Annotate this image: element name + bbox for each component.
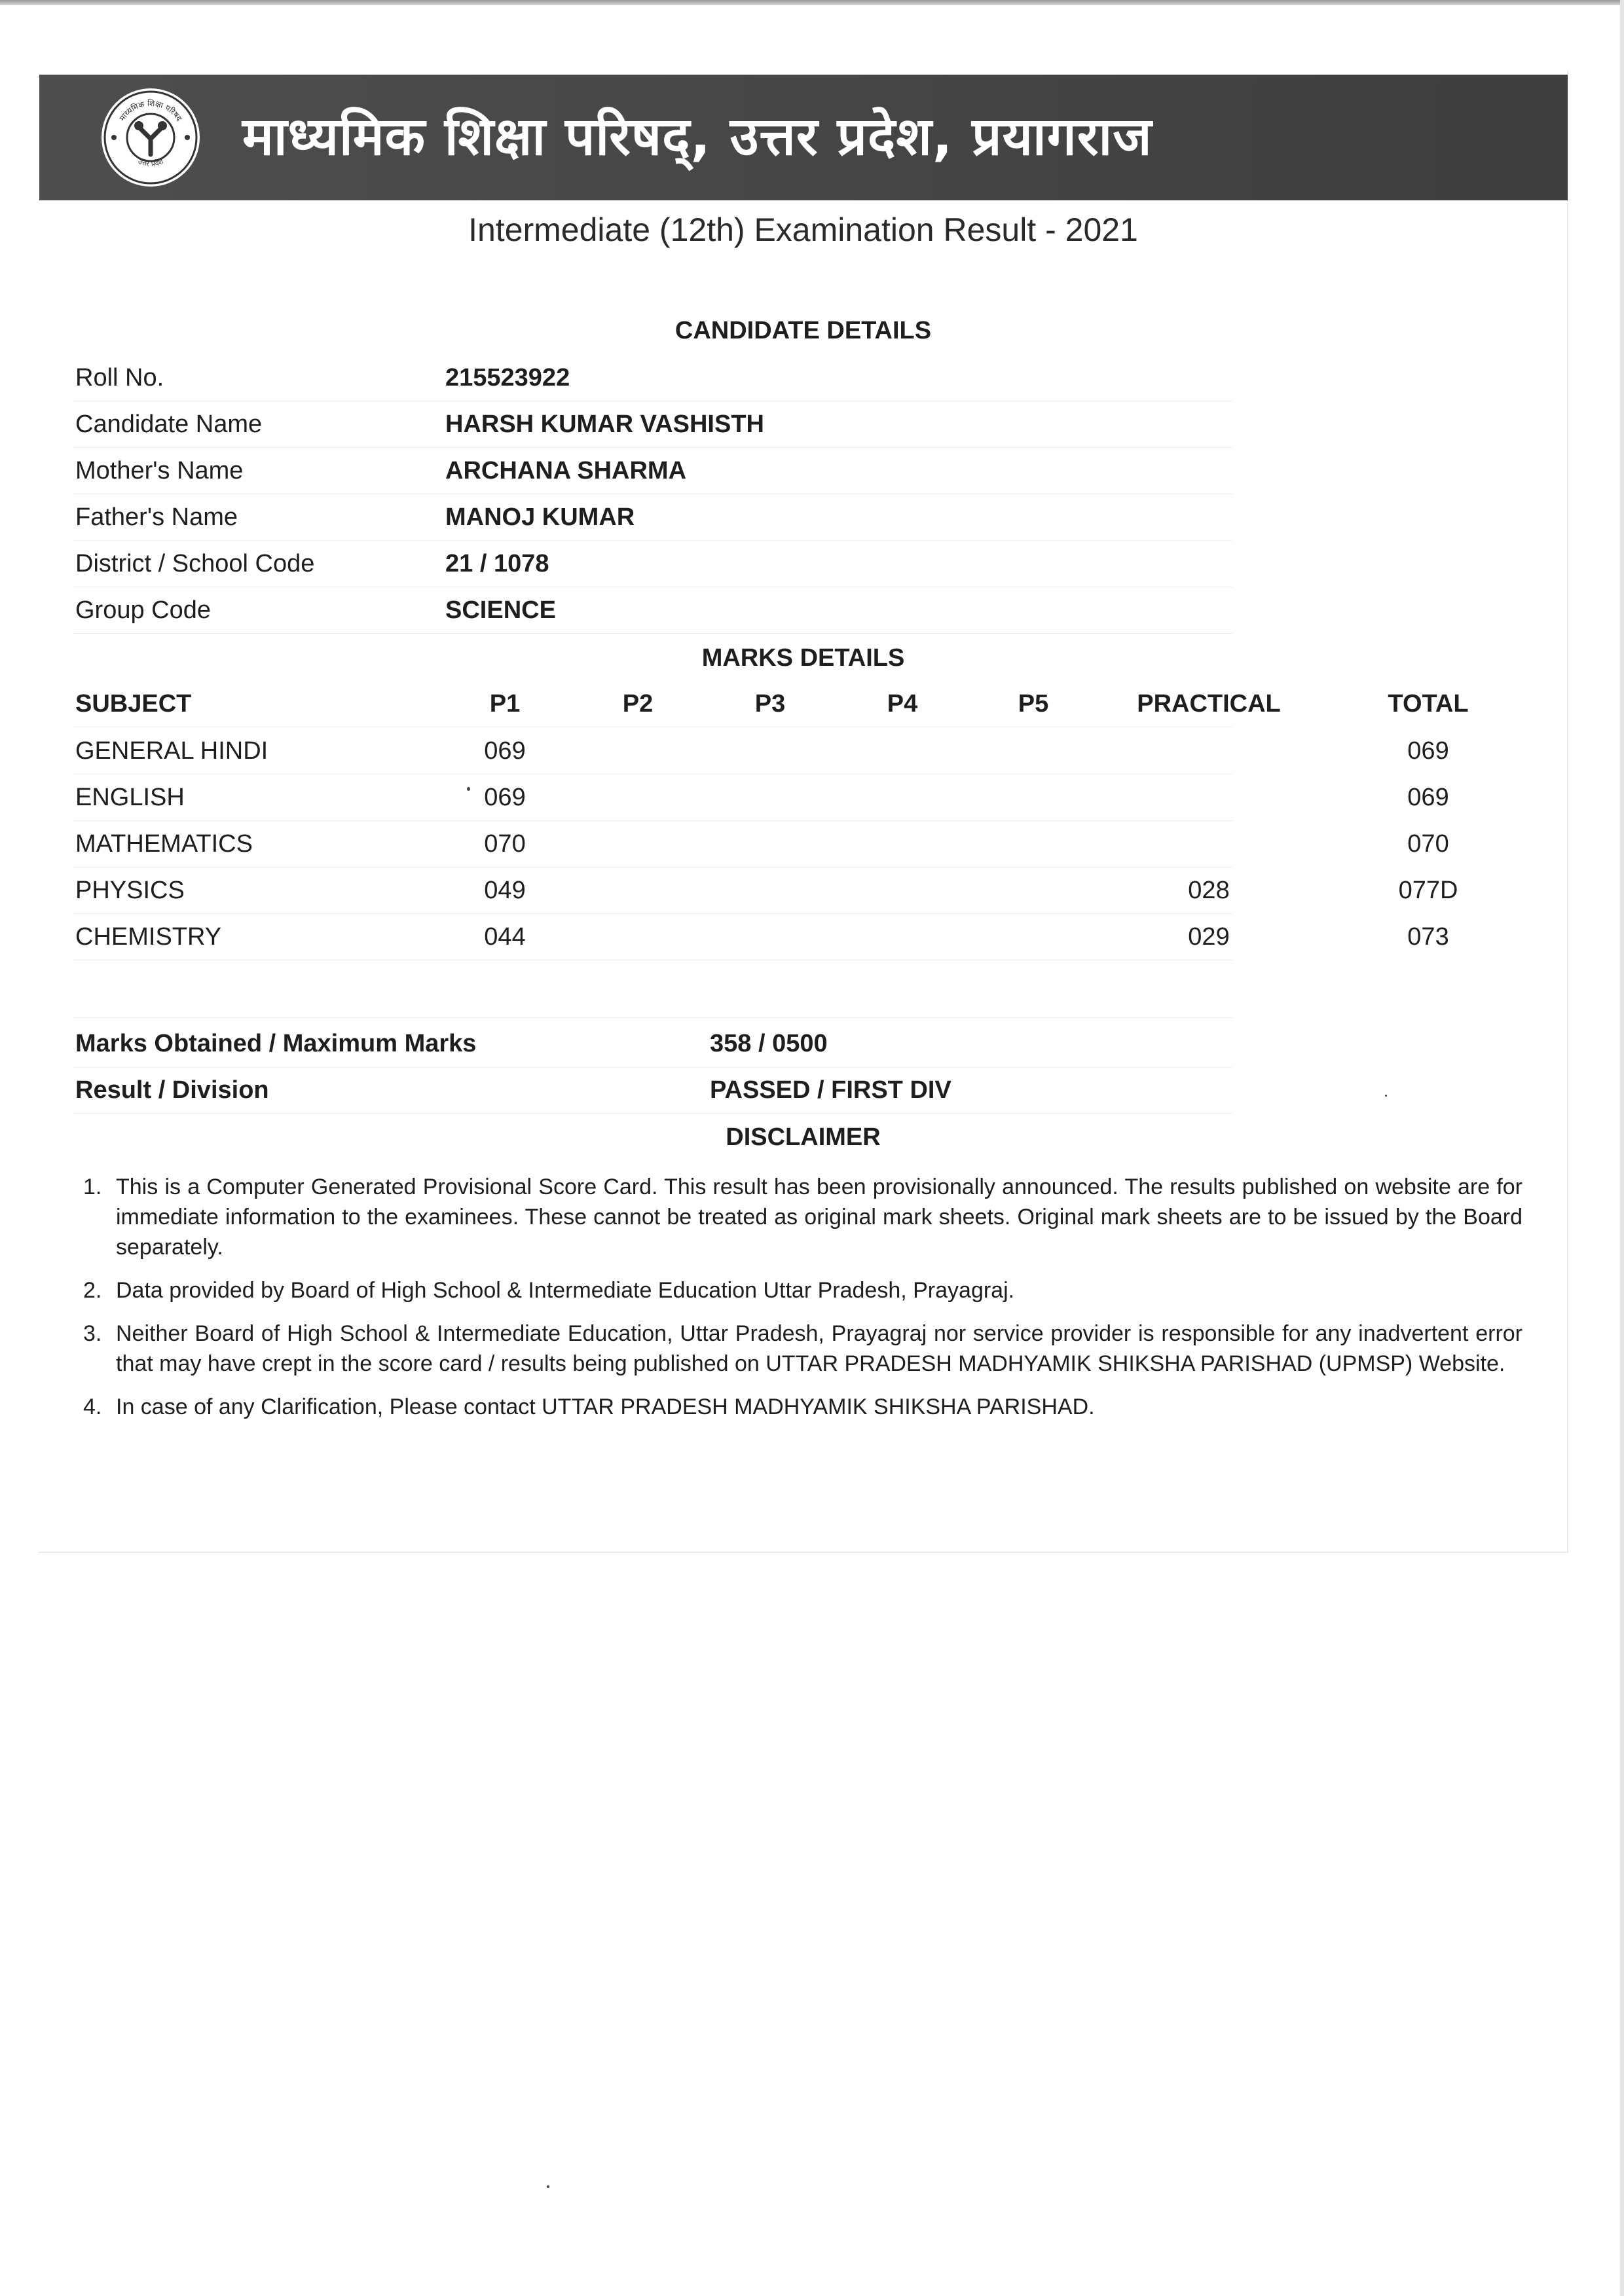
p1-mark: 049 <box>484 877 526 904</box>
subject-name: MATHEMATICS <box>75 830 253 858</box>
svg-text:माध्यमिक शिक्षा परिषद: माध्यमिक शिक्षा परिषद <box>117 98 184 123</box>
disclaimer-item <box>75 1392 1522 1422</box>
scan-top-edge <box>0 0 1624 5</box>
row-divider <box>73 1067 1232 1068</box>
mother-name-label: Mother's Name <box>75 457 244 484</box>
col-header-subject: SUBJECT <box>75 690 192 718</box>
disclaimer-heading: DISCLAIMER <box>726 1123 881 1151</box>
candidate-name-value: HARSH KUMAR VASHISTH <box>445 410 764 438</box>
col-header-p1: P1 <box>489 690 521 718</box>
disclaimer-item <box>75 1172 1522 1262</box>
disclaimer-item-text: In case of any Clarification, Please contact UTTAR PRADESH MADHYAMIK SHIKSHA PARISHAD. <box>116 1394 1095 1419</box>
col-header-p2: P2 <box>622 690 654 718</box>
col-header-total: TOTAL <box>1388 690 1469 718</box>
total-mark: 069 <box>1407 737 1449 765</box>
subject-name: CHEMISTRY <box>75 923 222 951</box>
upmsp-emblem-icon <box>100 86 202 189</box>
header-banner <box>39 75 1568 200</box>
group-code-label: Group Code <box>75 596 212 624</box>
scan-speck <box>467 787 470 791</box>
group-code-value: SCIENCE <box>445 596 556 624</box>
disclaimer-item-number: 3. <box>83 1321 102 1346</box>
total-mark: 077D <box>1398 877 1458 904</box>
result-division-value: PASSED / FIRST DIV <box>710 1076 951 1104</box>
row-divider <box>73 1017 1232 1018</box>
subject-name: PHYSICS <box>75 877 185 904</box>
disclaimer-item-text: This is a Computer Generated Provisional Score Card. This result has been provisionally announced. The results published on website are for immediate information to the examinees. These cannot be treated as original mark sheets. Original mark sheets are to be issued by the Board separately. <box>116 1175 1522 1260</box>
subject-name: GENERAL HINDI <box>75 737 268 765</box>
candidate-name-label: Candidate Name <box>75 410 263 438</box>
row-divider <box>73 1113 1232 1114</box>
row-divider <box>73 447 1232 448</box>
row-divider <box>73 820 1232 821</box>
roll-no-label: Roll No. <box>75 364 164 392</box>
row-divider <box>73 633 1232 634</box>
p1-mark: 044 <box>484 923 526 951</box>
district-school-code-value: 21 / 1078 <box>445 550 549 577</box>
disclaimer-list <box>75 1172 1522 1435</box>
scan-speck <box>1385 1095 1387 1097</box>
marks-details-heading: MARKS DETAILS <box>701 644 905 672</box>
result-division-label: Result / Division <box>75 1076 269 1104</box>
p1-mark: 069 <box>484 784 526 811</box>
roll-no-value: 215523922 <box>445 364 570 392</box>
total-mark: 073 <box>1407 923 1449 951</box>
candidate-details-heading: CANDIDATE DETAILS <box>674 317 932 344</box>
marks-obtained-label: Marks Obtained / Maximum Marks <box>75 1030 477 1057</box>
mother-name-value: ARCHANA SHARMA <box>445 457 687 484</box>
father-name-value: MANOJ KUMAR <box>445 503 635 531</box>
subject-name: ENGLISH <box>75 784 185 811</box>
col-header-p3: P3 <box>754 690 786 718</box>
p1-mark: 070 <box>484 830 526 858</box>
disclaimer-item-number: 4. <box>83 1394 102 1419</box>
disclaimer-item <box>75 1319 1522 1379</box>
disclaimer-item-text: Neither Board of High School & Intermediate Education, Uttar Pradesh, Prayagraj nor service provider is responsible for any inadvertent error that may have crept in the score card / results being published on UTTAR PRADESH MADHYAMIK SHIKSHA PARISHAD (UPMSP) Website. <box>116 1321 1522 1376</box>
disclaimer-item-number: 2. <box>83 1278 102 1303</box>
marks-obtained-value: 358 / 0500 <box>710 1030 828 1057</box>
practical-mark: 028 <box>1188 877 1230 904</box>
disclaimer-item <box>75 1275 1522 1305</box>
district-school-code-label: District / School Code <box>75 550 315 577</box>
practical-mark: 029 <box>1188 923 1230 951</box>
col-header-p4: P4 <box>887 690 918 718</box>
disclaimer-item-text: Data provided by Board of High School & Intermediate Education Uttar Pradesh, Prayagraj. <box>116 1278 1015 1303</box>
total-mark: 070 <box>1407 830 1449 858</box>
row-divider <box>73 540 1232 541</box>
svg-text:उत्तर प्रदेश: उत्तर प्रदेश <box>136 156 165 168</box>
exam-title: Intermediate (12th) Examination Result - 2021 <box>468 211 1138 248</box>
scan-speck <box>547 2185 549 2188</box>
row-divider <box>73 913 1232 914</box>
scan-right-edge <box>1620 0 1624 2296</box>
total-mark: 069 <box>1407 784 1449 811</box>
col-header-p5: P5 <box>1018 690 1049 718</box>
father-name-label: Father's Name <box>75 503 238 531</box>
board-title: माध्यमिक शिक्षा परिषद्, उत्तर प्रदेश, प्रयागराज <box>242 106 1153 167</box>
p1-mark: 069 <box>484 737 526 765</box>
disclaimer-item-number: 1. <box>83 1175 102 1199</box>
col-header-practical: PRACTICAL <box>1137 690 1281 718</box>
